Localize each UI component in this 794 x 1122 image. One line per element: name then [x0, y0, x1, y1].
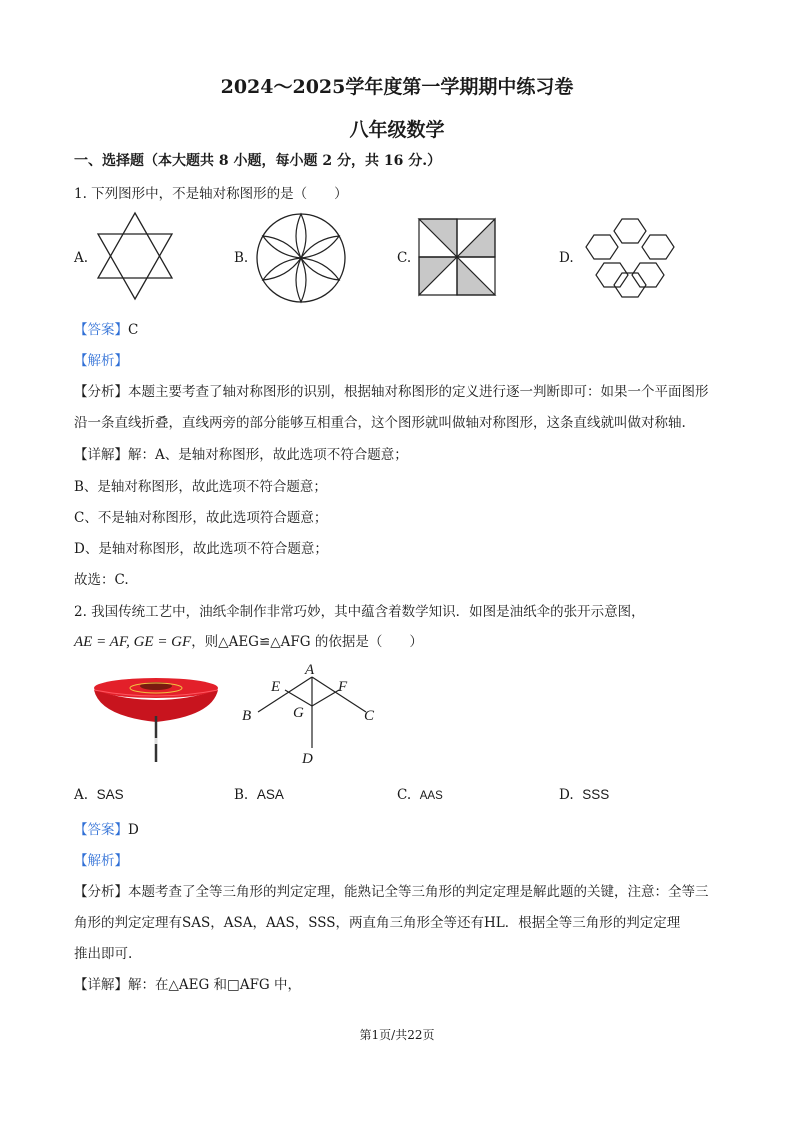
q1-option-b-label: B. — [234, 250, 249, 266]
q2-option-a-letter: A. — [74, 787, 89, 803]
q2-answer — [74, 818, 139, 838]
page-footer: 第1页/共22页 — [359, 1028, 435, 1042]
q2-stem-tail: ，则△AEG≌△AFG 的依据是（ ） — [191, 634, 423, 650]
q1-answer — [74, 318, 138, 338]
q2-detail-line1 — [74, 973, 301, 993]
q2-label-a: A — [305, 662, 315, 678]
q2-answer-tag: 【答案】 — [74, 822, 128, 838]
q2-label-e: E — [271, 679, 281, 695]
q1-stem: 1. 下列图形中，不是轴对称图形的是（ ） — [74, 186, 348, 202]
q2-fenxi-tag: 【分析】 — [74, 884, 128, 900]
q1-conclusion: 故选：C. — [74, 572, 129, 588]
page-title: 2024～2025学年度第一学期期中练习卷 — [220, 76, 574, 98]
q1-fenxi-tag: 【分析】 — [74, 384, 128, 400]
q2-label-f: F — [338, 679, 348, 695]
q1-answer-value: C — [128, 322, 139, 338]
q1-detail-line1 — [74, 443, 408, 463]
q1-figure-b-flower-circle — [255, 212, 347, 304]
q1-figure-c-pinwheel — [418, 218, 496, 296]
q2-condition-line — [74, 630, 423, 651]
q2-label-c: C — [364, 708, 375, 724]
q2-detail-tag: 【详解】 — [74, 977, 128, 993]
q2-option-b-letter: B. — [234, 787, 249, 803]
q2-option-c-letter: C. — [397, 787, 412, 803]
q1-detail-line2: B、是轴对称图形，故此选项不符合题意； — [74, 479, 327, 495]
page-subtitle: 八年级数学 — [349, 119, 445, 141]
q2-analysis-tag: 【解析】 — [74, 853, 128, 869]
q2-label-b: B — [242, 708, 252, 724]
q1-fenxi-text1: 本题主要考查了轴对称图形的识别，根据轴对称图形的定义进行逐一判断即可：如果一个平面图形 — [128, 384, 709, 400]
q1-analysis-tag: 【解析】 — [74, 353, 128, 369]
q2-option-c-text: AAS — [419, 790, 443, 802]
q1-fenxi-line2: 沿一条直线折叠，直线两旁的部分能够互相重合，这个图形就叫做轴对称图形，这条直线就叫做对称轴. — [74, 415, 686, 431]
q2-option-d-text: SSS — [582, 787, 610, 802]
q1-detail-tag: 【详解】 — [74, 447, 128, 463]
q1-detail-line4: D、是轴对称图形，故此选项不符合题意； — [74, 541, 328, 557]
q1-option-a-label: A. — [74, 250, 89, 266]
q2-answer-value: D — [128, 822, 139, 838]
q2-option-c — [397, 787, 443, 803]
q1-answer-tag: 【答案】 — [74, 322, 128, 338]
q2-option-d-letter: D. — [559, 787, 574, 803]
q2-option-d — [559, 787, 609, 803]
q2-stem: 2. 我国传统工艺中，油纸伞制作非常巧妙，其中蕴含着数学知识．如图是油纸伞的张开示意图， — [74, 604, 645, 620]
q2-option-a — [74, 787, 124, 803]
q2-option-b-text: ASA — [256, 787, 284, 802]
q2-option-b — [234, 787, 284, 803]
q2-fenxi-line1 — [74, 880, 709, 900]
q1-detail-text1: 解：A、是轴对称图形，故此选项不符合题意； — [128, 447, 408, 463]
q2-umbrella-illustration — [92, 676, 222, 766]
q1-detail-line3: C、不是轴对称图形，故此选项符合题意； — [74, 510, 328, 526]
q2-condition: AE = AF, GE = GF — [74, 634, 192, 650]
q1-option-c-label: C. — [397, 250, 412, 266]
q2-option-a-text: SAS — [96, 787, 124, 802]
q2-fenxi-text1: 本题考查了全等三角形的判定定理，能熟记全等三角形的判定定理是解此题的关键，注意：全等三 — [128, 884, 709, 900]
q1-figure-d-hexagon-ring — [580, 215, 680, 301]
q2-label-d: D — [302, 751, 313, 767]
q2-fenxi-line2: 角形的判定定理有SAS，ASA，AAS，SSS，两直角三角形全等还有HL．根据全等三角形的判定定理 — [74, 915, 681, 931]
q1-option-d-label: D. — [559, 250, 574, 266]
q2-detail-text1: 解：在△AEG 和□AFG 中， — [128, 977, 302, 993]
q1-figure-a-hexagram — [92, 210, 178, 302]
q1-fenxi-line1 — [74, 380, 709, 400]
q2-label-g: G — [293, 705, 304, 721]
q2-fenxi-line3: 推出即可. — [74, 946, 133, 962]
section-heading: 一、选择题（本大题共 8 小题，每小题 2 分，共 16 分.） — [74, 153, 442, 169]
